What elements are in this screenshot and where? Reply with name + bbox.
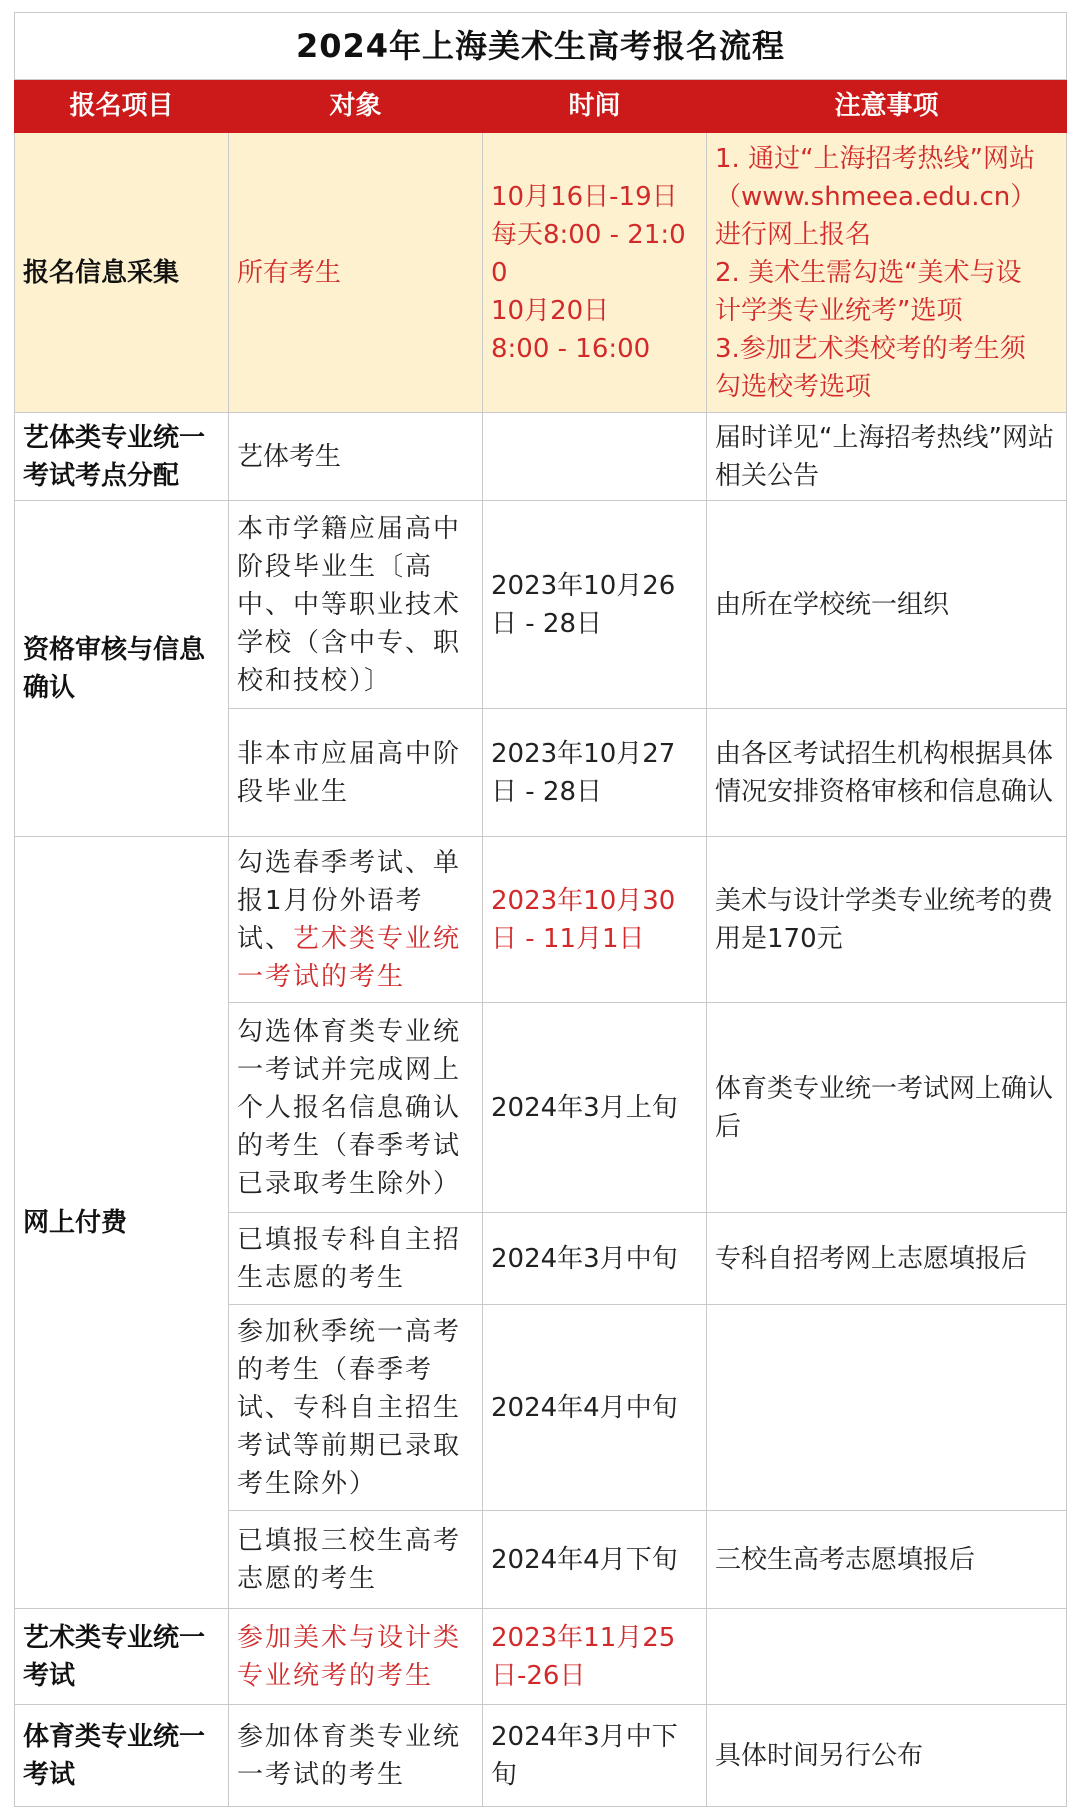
table-row xyxy=(15,1609,1067,1705)
item-cell: 报名信息采集 xyxy=(15,133,229,413)
time-cell: 2023年10月27日 - 28日 xyxy=(483,709,707,837)
page-title: 2024年上海美术生高考报名流程 xyxy=(15,13,1067,80)
table-row xyxy=(15,1705,1067,1807)
notes-cell xyxy=(707,1305,1067,1511)
notes-cell xyxy=(707,133,1067,413)
time-cell xyxy=(483,413,707,501)
item-cell: 体育类专业统一考试 xyxy=(15,1705,229,1807)
time-cell: 2024年3月上旬 xyxy=(483,1003,707,1213)
notes-cell: 体育类专业统一考试网上确认后 xyxy=(707,1003,1067,1213)
notes-cell: 专科自招考网上志愿填报后 xyxy=(707,1213,1067,1305)
process-table-container xyxy=(14,12,1066,1807)
notes-line: 进行网上报名 xyxy=(715,219,872,250)
notes-line: （www.shmeea.edu.cn） xyxy=(715,181,1037,212)
table-row xyxy=(15,501,1067,709)
time-cell: 2023年11月25日-26日 xyxy=(483,1609,707,1705)
header-target: 对象 xyxy=(229,80,483,133)
time-cell: 2023年10月30日 - 11月1日 xyxy=(483,837,707,1003)
notes-line: 计学类专业统考”选项 xyxy=(715,295,963,326)
item-cell: 资格审核与信息确认 xyxy=(15,501,229,837)
table-row xyxy=(15,837,1067,1003)
time-line: 每天8:00 - 21:00 xyxy=(491,219,686,288)
target-cell: 已填报专科自主招生志愿的考生 xyxy=(229,1213,483,1305)
header-notes: 注意事项 xyxy=(707,80,1067,133)
registration-process-table xyxy=(14,12,1067,1807)
title-row xyxy=(15,13,1067,80)
target-cell xyxy=(229,837,483,1003)
time-cell: 2023年10月26日 - 28日 xyxy=(483,501,707,709)
target-cell: 本市学籍应届高中阶段毕业生〔高中、中等职业技术学校（含中专、职校和技校）〕 xyxy=(229,501,483,709)
notes-line: 3.参加艺术类校考的考生须 xyxy=(715,333,1026,364)
target-cell: 参加秋季统一高考的考生（春季考试、专科自主招生考试等前期已录取考生除外） xyxy=(229,1305,483,1511)
notes-cell: 具体时间另行公布 xyxy=(707,1705,1067,1807)
time-line: 8:00 - 16:00 xyxy=(491,333,651,364)
target-cell: 所有考生 xyxy=(229,133,483,413)
notes-cell xyxy=(707,1609,1067,1705)
target-cell: 非本市应届高中阶段毕业生 xyxy=(229,709,483,837)
time-line: 10月16日-19日 xyxy=(491,181,678,212)
notes-cell: 由各区考试招生机构根据具体情况安排资格审核和信息确认 xyxy=(707,709,1067,837)
target-cell: 勾选体育类专业统一考试并完成网上个人报名信息确认的考生（春季考试已录取考生除外） xyxy=(229,1003,483,1213)
header-row xyxy=(15,80,1067,133)
notes-line: 勾选校考选项 xyxy=(715,371,872,402)
item-cell: 网上付费 xyxy=(15,837,229,1609)
notes-line: 1. 通过“上海招考热线”网站 xyxy=(715,143,1036,174)
target-cell: 艺体考生 xyxy=(229,413,483,501)
time-line: 10月20日 xyxy=(491,295,610,326)
time-cell: 2024年4月下旬 xyxy=(483,1511,707,1609)
header-time: 时间 xyxy=(483,80,707,133)
time-cell: 2024年3月中旬 xyxy=(483,1213,707,1305)
table-row xyxy=(15,133,1067,413)
time-cell xyxy=(483,133,707,413)
target-cell: 参加美术与设计类专业统考的考生 xyxy=(229,1609,483,1705)
notes-cell: 届时详见“上海招考热线”网站相关公告 xyxy=(707,413,1067,501)
item-cell: 艺体类专业统一考试考点分配 xyxy=(15,413,229,501)
header-item: 报名项目 xyxy=(15,80,229,133)
notes-cell: 由所在学校统一组织 xyxy=(707,501,1067,709)
time-cell: 2024年3月中下旬 xyxy=(483,1705,707,1807)
item-cell: 艺术类专业统一考试 xyxy=(15,1609,229,1705)
time-cell: 2024年4月中旬 xyxy=(483,1305,707,1511)
table-row xyxy=(15,413,1067,501)
target-text-highlight: 艺术类专业统一考试的考生 xyxy=(237,923,462,992)
notes-line: 2. 美术生需勾选“美术与设 xyxy=(715,257,1022,288)
notes-cell: 三校生高考志愿填报后 xyxy=(707,1511,1067,1609)
target-text: 勾选春季考试、单报1月份外语考试、 xyxy=(237,847,462,954)
notes-cell: 美术与设计学类专业统考的费用是170元 xyxy=(707,837,1067,1003)
target-cell: 参加体育类专业统一考试的考生 xyxy=(229,1705,483,1807)
target-cell: 已填报三校生高考志愿的考生 xyxy=(229,1511,483,1609)
